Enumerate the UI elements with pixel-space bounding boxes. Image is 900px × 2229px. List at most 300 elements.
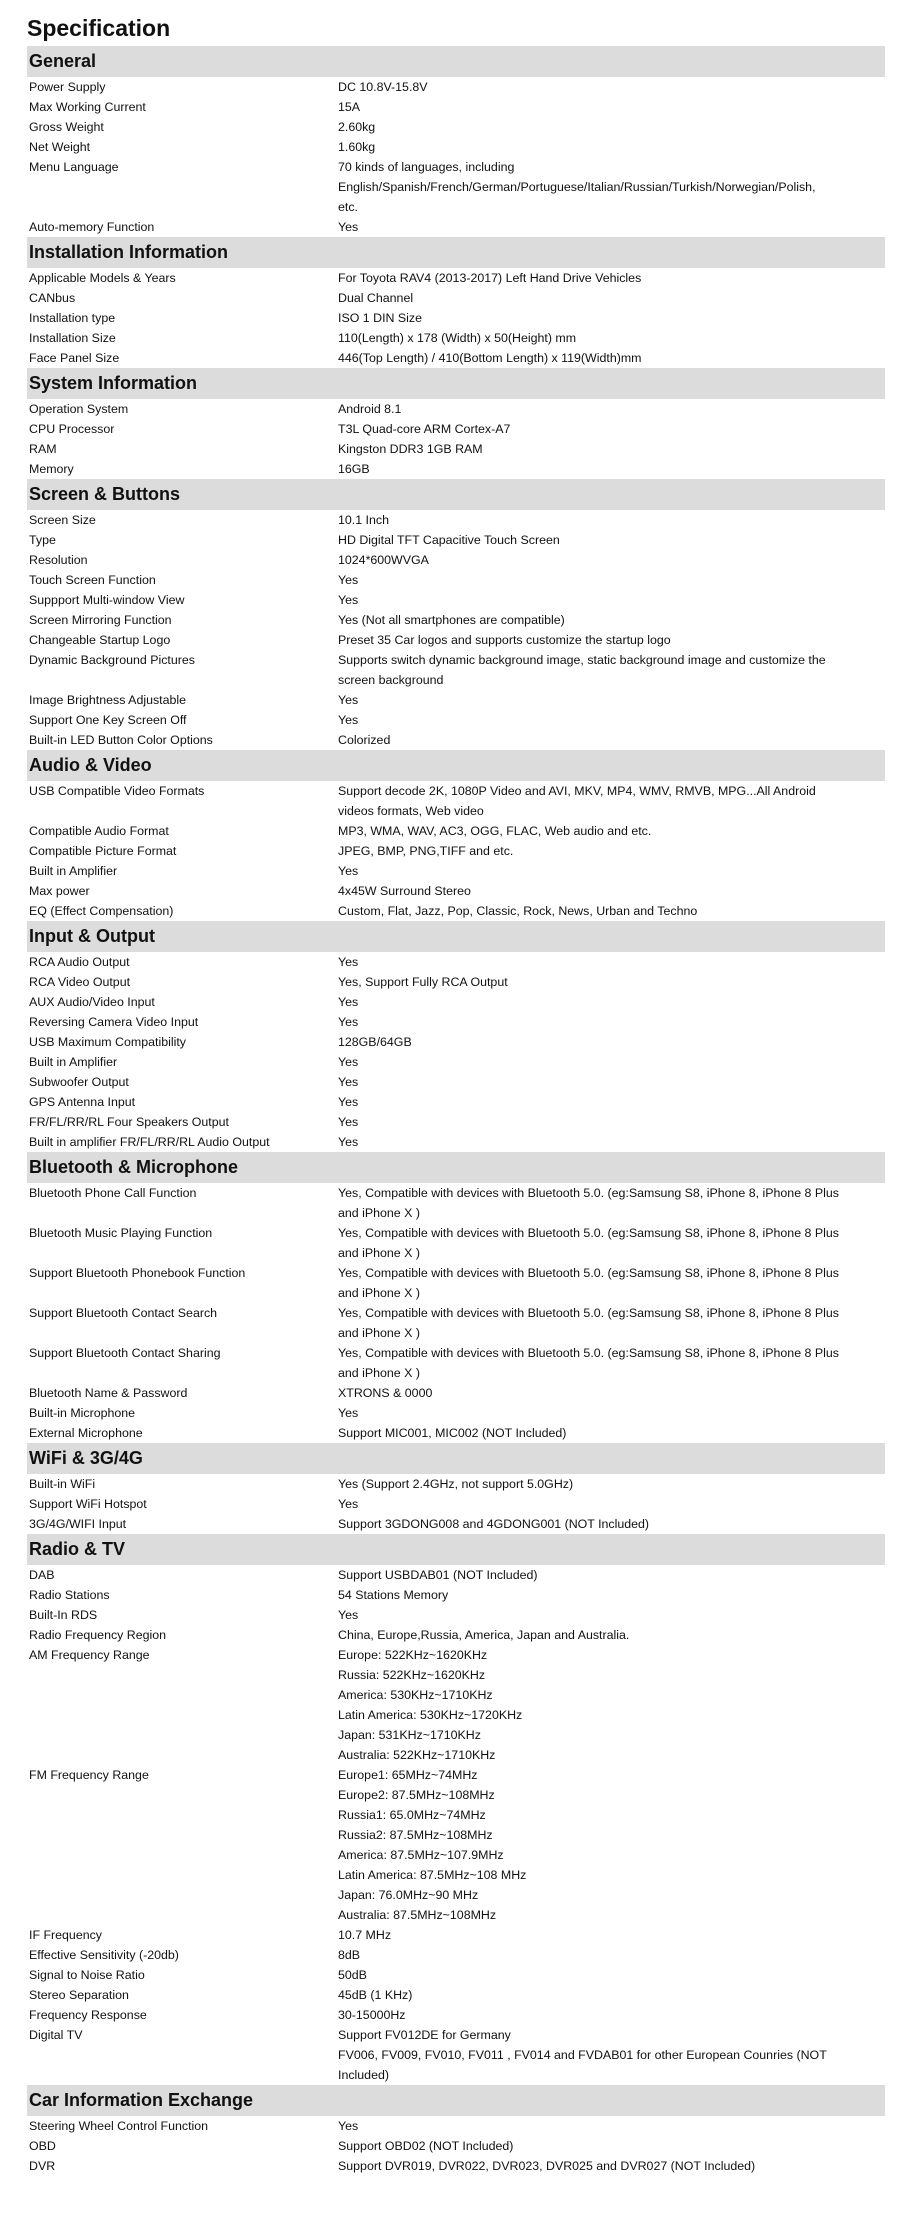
spec-row	[27, 2116, 885, 2136]
spec-row	[27, 1494, 885, 1514]
spec-label: Built in Amplifier	[29, 864, 118, 878]
spec-section	[27, 1152, 885, 1443]
spec-row	[27, 690, 885, 710]
spec-label: 3G/4G/WIFI Input	[29, 1517, 127, 1531]
spec-row	[27, 2025, 885, 2085]
spec-row	[27, 157, 885, 217]
spec-value	[338, 308, 885, 328]
spec-value	[338, 1092, 885, 1112]
spec-label: Power Supply	[29, 80, 106, 94]
spec-value	[338, 550, 885, 570]
spec-value-line: 15A	[338, 100, 361, 114]
spec-value	[338, 97, 885, 117]
spec-label: RCA Audio Output	[29, 955, 130, 969]
spec-value-line: Yes, Compatible with devices with Bluetooth 5.0. (eg:Samsung S8, iPhone 8, iPhone 8 Plus	[338, 1186, 839, 1200]
spec-value	[338, 399, 885, 419]
spec-label: CPU Processor	[29, 422, 115, 436]
spec-row	[27, 1565, 885, 1585]
spec-value-line: Yes, Compatible with devices with Bluetooth 5.0. (eg:Samsung S8, iPhone 8, iPhone 8 Plus	[338, 1306, 839, 1320]
spec-label: Touch Screen Function	[29, 573, 156, 587]
spec-label: Bluetooth Name & Password	[29, 1386, 188, 1400]
spec-value-line: JPEG, BMP, PNG,TIFF and etc.	[338, 844, 514, 858]
spec-value	[338, 157, 885, 217]
spec-row	[27, 117, 885, 137]
spec-label: Digital TV	[29, 2028, 83, 2042]
spec-value-line: America: 87.5MHz~107.9MHz	[338, 1848, 504, 1862]
spec-row	[27, 1965, 885, 1985]
spec-value-line: Yes, Support Fully RCA Output	[338, 975, 508, 989]
spec-value-line: HD Digital TFT Capacitive Touch Screen	[338, 533, 560, 547]
spec-value	[338, 1032, 885, 1052]
spec-value-line: Yes	[338, 1135, 359, 1149]
spec-value-line: Yes	[338, 1055, 359, 1069]
spec-value-line: 446(Top Length) / 410(Bottom Length) x 119(Width)mm	[338, 351, 642, 365]
spec-row	[27, 861, 885, 881]
spec-label: Built-In RDS	[29, 1608, 98, 1622]
spec-row	[27, 348, 885, 368]
spec-value-line: For Toyota RAV4 (2013-2017) Left Hand Drive Vehicles	[338, 271, 642, 285]
spec-value	[338, 992, 885, 1012]
spec-value	[338, 1052, 885, 1072]
spec-value-line: 10.1 Inch	[338, 513, 389, 527]
spec-value-line: Yes (Not all smartphones are compatible)	[338, 613, 565, 627]
spec-row	[27, 952, 885, 972]
spec-value-line: Yes	[338, 864, 359, 878]
spec-value	[338, 1514, 885, 1534]
spec-section	[27, 368, 885, 479]
spec-label: GPS Antenna Input	[29, 1095, 136, 1109]
spec-row	[27, 1072, 885, 1092]
spec-value-line: 45dB (1 KHz)	[338, 1988, 413, 2002]
spec-value	[338, 1423, 885, 1443]
spec-row	[27, 1605, 885, 1625]
spec-value-line: 1.60kg	[338, 140, 376, 154]
spec-label: Screen Size	[29, 513, 96, 527]
spec-label: Steering Wheel Control Function	[29, 2119, 209, 2133]
spec-label: Built in amplifier FR/FL/RR/RL Audio Output	[29, 1135, 270, 1149]
spec-value	[338, 510, 885, 530]
spec-value-line: Yes	[338, 2119, 359, 2133]
spec-section	[27, 2085, 885, 2176]
spec-row	[27, 1383, 885, 1403]
spec-value-line: Android 8.1	[338, 402, 402, 416]
spec-row	[27, 2136, 885, 2156]
spec-value-line: Yes	[338, 573, 359, 587]
spec-label: Type	[29, 533, 56, 547]
spec-row	[27, 1514, 885, 1534]
spec-label: Resolution	[29, 553, 88, 567]
spec-value-line: etc.	[338, 200, 358, 214]
spec-value-line: and iPhone X )	[338, 1206, 420, 1220]
spec-row	[27, 1925, 885, 1945]
spec-label: Radio Stations	[29, 1588, 110, 1602]
spec-value-line: 50dB	[338, 1968, 367, 1982]
spec-value	[338, 1605, 885, 1625]
page-title: Specification	[27, 15, 171, 41]
spec-row	[27, 2156, 885, 2176]
spec-value-line: Yes	[338, 995, 359, 1009]
spec-label: Support Bluetooth Contact Sharing	[29, 1346, 221, 1360]
section-header: Audio & Video	[27, 750, 885, 781]
spec-value	[338, 821, 885, 841]
spec-row	[27, 1092, 885, 1112]
spec-value	[338, 861, 885, 881]
spec-label: RAM	[29, 442, 57, 456]
spec-value	[338, 2156, 885, 2176]
spec-label: AM Frequency Range	[29, 1648, 150, 1662]
spec-value	[338, 419, 885, 439]
spec-value	[338, 881, 885, 901]
spec-value	[338, 1645, 885, 1765]
spec-value-line: DC 10.8V-15.8V	[338, 80, 428, 94]
spec-value	[338, 841, 885, 861]
spec-value-line: Dual Channel	[338, 291, 414, 305]
spec-row	[27, 1112, 885, 1132]
spec-value-line: Support decode 2K, 1080P Video and AVI, MKV, MP4, WMV, RMVB, MPG...All Android	[338, 784, 816, 798]
spec-section	[27, 1534, 885, 2085]
spec-row	[27, 821, 885, 841]
spec-row	[27, 550, 885, 570]
spec-label: USB Compatible Video Formats	[29, 784, 205, 798]
spec-row	[27, 1032, 885, 1052]
spec-value	[338, 781, 885, 821]
spec-row	[27, 590, 885, 610]
spec-label: Effective Sensitivity (-20db)	[29, 1948, 179, 1962]
spec-value-line: Included)	[338, 2068, 389, 2082]
spec-value-line: Yes	[338, 1497, 359, 1511]
spec-value	[338, 1072, 885, 1092]
spec-value	[338, 1625, 885, 1645]
spec-label: Built in Amplifier	[29, 1055, 118, 1069]
spec-value-line: Yes	[338, 1608, 359, 1622]
spec-value	[338, 530, 885, 550]
spec-value-line: English/Spanish/French/German/Portuguese/Italian/Russian/Turkish/Norwegian/Polish,	[338, 180, 816, 194]
spec-value	[338, 1183, 885, 1223]
spec-value-line: Preset 35 Car logos and supports customize the startup logo	[338, 633, 671, 647]
spec-label: Support Bluetooth Phonebook Function	[29, 1266, 246, 1280]
spec-row	[27, 510, 885, 530]
spec-value	[338, 459, 885, 479]
spec-label: RCA Video Output	[29, 975, 131, 989]
spec-row	[27, 630, 885, 650]
spec-value-line: Yes, Compatible with devices with Bluetooth 5.0. (eg:Samsung S8, iPhone 8, iPhone 8 Plus	[338, 1346, 839, 1360]
spec-row	[27, 2005, 885, 2025]
spec-row	[27, 881, 885, 901]
spec-value-line: 8dB	[338, 1948, 361, 1962]
spec-value-line: America: 530KHz~1710KHz	[338, 1688, 493, 1702]
section-header: Input & Output	[27, 921, 885, 952]
spec-value-line: 2.60kg	[338, 120, 376, 134]
spec-label: Auto-memory Function	[29, 220, 155, 234]
spec-value	[338, 2136, 885, 2156]
spec-value-line: Australia: 522KHz~1710KHz	[338, 1748, 496, 1762]
spec-label: Max Working Current	[29, 100, 146, 114]
spec-row	[27, 97, 885, 117]
spec-row	[27, 570, 885, 590]
spec-value	[338, 901, 885, 921]
spec-row	[27, 1403, 885, 1423]
spec-row	[27, 137, 885, 157]
spec-row	[27, 1945, 885, 1965]
spec-value	[338, 348, 885, 368]
spec-row	[27, 1132, 885, 1152]
section-header: Car Information Exchange	[27, 2085, 885, 2116]
section-header: Installation Information	[27, 237, 885, 268]
spec-label: DVR	[29, 2159, 56, 2173]
spec-value	[338, 137, 885, 157]
section-header: Screen & Buttons	[27, 479, 885, 510]
section-header: WiFi & 3G/4G	[27, 1443, 885, 1474]
spec-row	[27, 328, 885, 348]
spec-label: FM Frequency Range	[29, 1768, 149, 1782]
spec-value	[338, 268, 885, 288]
spec-value-line: Support OBD02 (NOT Included)	[338, 2139, 514, 2153]
spec-value-line: Europe2: 87.5MHz~108MHz	[338, 1788, 495, 1802]
spec-label: Signal to Noise Ratio	[29, 1968, 145, 1982]
spec-value-line: Yes	[338, 593, 359, 607]
spec-row	[27, 530, 885, 550]
spec-row	[27, 1645, 885, 1765]
spec-value-line: and iPhone X )	[338, 1326, 420, 1340]
spec-value	[338, 730, 885, 750]
spec-label: USB Maximum Compatibility	[29, 1035, 186, 1049]
spec-label: DAB	[29, 1568, 55, 1582]
spec-label: Applicable Models & Years	[29, 271, 176, 285]
spec-row	[27, 972, 885, 992]
spec-value-line: screen background	[338, 673, 444, 687]
section-header: Bluetooth & Microphone	[27, 1152, 885, 1183]
spec-value	[338, 1965, 885, 1985]
spec-value	[338, 590, 885, 610]
spec-row	[27, 650, 885, 690]
spec-label: Memory	[29, 462, 74, 476]
spec-value-line: Kingston DDR3 1GB RAM	[338, 442, 483, 456]
spec-value	[338, 1263, 885, 1303]
spec-value-line: 10.7 MHz	[338, 1928, 392, 1942]
section-header: System Information	[27, 368, 885, 399]
spec-value-line: Yes, Compatible with devices with Bluetooth 5.0. (eg:Samsung S8, iPhone 8, iPhone 8 Plus	[338, 1266, 839, 1280]
spec-value-line: Support MIC001, MIC002 (NOT Included)	[338, 1426, 567, 1440]
spec-value	[338, 439, 885, 459]
spec-value	[338, 1765, 885, 1925]
spec-value	[338, 1343, 885, 1383]
spec-value-line: Japan: 76.0MHz~90 MHz	[338, 1888, 479, 1902]
spec-row	[27, 1985, 885, 2005]
spec-value-line: 4x45W Surround Stereo	[338, 884, 471, 898]
spec-value	[338, 690, 885, 710]
spec-value	[338, 1403, 885, 1423]
spec-value	[338, 1985, 885, 2005]
spec-row	[27, 1765, 885, 1925]
spec-value-line: Colorized	[338, 733, 391, 747]
spec-row	[27, 610, 885, 630]
spec-label: Dynamic Background Pictures	[29, 653, 195, 667]
spec-row	[27, 419, 885, 439]
spec-value	[338, 117, 885, 137]
spec-value-line: Latin America: 530KHz~1720KHz	[338, 1708, 523, 1722]
spec-value	[338, 1012, 885, 1032]
spec-value	[338, 1112, 885, 1132]
spec-row	[27, 1625, 885, 1645]
spec-value	[338, 1303, 885, 1343]
spec-row	[27, 710, 885, 730]
spec-section	[27, 750, 885, 921]
spec-page	[27, 10, 885, 2176]
spec-label: IF Frequency	[29, 1928, 102, 1942]
spec-value-line: Russia1: 65.0MHz~74MHz	[338, 1808, 486, 1822]
spec-label: FR/FL/RR/RL Four Speakers Output	[29, 1115, 229, 1129]
spec-value-line: Support USBDAB01 (NOT Included)	[338, 1568, 538, 1582]
spec-label: Support One Key Screen Off	[29, 713, 187, 727]
spec-value-line: Yes	[338, 1406, 359, 1420]
spec-value	[338, 1223, 885, 1263]
spec-value	[338, 952, 885, 972]
spec-value-line: Yes	[338, 1075, 359, 1089]
spec-label: Reversing Camera Video Input	[29, 1015, 199, 1029]
spec-value-line: and iPhone X )	[338, 1286, 420, 1300]
spec-value-line: Supports switch dynamic background image, static background image and customize the	[338, 653, 826, 667]
spec-value-line: and iPhone X )	[338, 1366, 420, 1380]
spec-value-line: Latin America: 87.5MHz~108 MHz	[338, 1868, 527, 1882]
spec-row	[27, 1303, 885, 1343]
spec-row	[27, 217, 885, 237]
spec-value-line: FV006, FV009, FV010, FV011 , FV014 and FVDAB01 for other European Counries (NOT	[338, 2048, 827, 2062]
spec-value	[338, 328, 885, 348]
spec-label: Built-in Microphone	[29, 1406, 136, 1420]
spec-value-line: MP3, WMA, WAV, AC3, OGG, FLAC, Web audio and etc.	[338, 824, 652, 838]
spec-value-line: Yes, Compatible with devices with Bluetooth 5.0. (eg:Samsung S8, iPhone 8, iPhone 8 Plus	[338, 1226, 839, 1240]
spec-value-line: Yes	[338, 1115, 359, 1129]
spec-label: Net Weight	[29, 140, 91, 154]
spec-value	[338, 710, 885, 730]
spec-row	[27, 1263, 885, 1303]
spec-row	[27, 459, 885, 479]
spec-value	[338, 610, 885, 630]
spec-label: Built-in WiFi	[29, 1477, 96, 1491]
spec-row	[27, 288, 885, 308]
spec-row	[27, 1223, 885, 1263]
spec-row	[27, 730, 885, 750]
spec-value-line: 54 Stations Memory	[338, 1588, 449, 1602]
spec-row	[27, 781, 885, 821]
spec-label: AUX Audio/Video Input	[29, 995, 155, 1009]
spec-value-line: Yes	[338, 1095, 359, 1109]
spec-value-line: Yes	[338, 220, 359, 234]
section-header: General	[27, 46, 885, 77]
spec-label: Built-in LED Button Color Options	[29, 733, 213, 747]
spec-label: Bluetooth Phone Call Function	[29, 1186, 197, 1200]
spec-value-line: 128GB/64GB	[338, 1035, 412, 1049]
spec-label: Bluetooth Music Playing Function	[29, 1226, 213, 1240]
spec-value-line: Support 3GDONG008 and 4GDONG001 (NOT Included)	[338, 1517, 650, 1531]
spec-value-line: Russia: 522KHz~1620KHz	[338, 1668, 486, 1682]
spec-value-line: Yes	[338, 693, 359, 707]
spec-label: Installation Size	[29, 331, 116, 345]
spec-label: Frequency Response	[29, 2008, 147, 2022]
spec-label: External Microphone	[29, 1426, 143, 1440]
spec-row	[27, 439, 885, 459]
spec-label: OBD	[29, 2139, 56, 2153]
spec-value	[338, 2116, 885, 2136]
spec-value	[338, 2005, 885, 2025]
spec-label: Changeable Startup Logo	[29, 633, 171, 647]
spec-row	[27, 841, 885, 861]
spec-value	[338, 217, 885, 237]
spec-value	[338, 1474, 885, 1494]
spec-value-line: Support DVR019, DVR022, DVR023, DVR025 and DVR027 (NOT Included)	[338, 2159, 756, 2173]
spec-label: Max power	[29, 884, 90, 898]
spec-label: Subwoofer Output	[29, 1075, 129, 1089]
spec-row	[27, 1474, 885, 1494]
spec-value-line: China, Europe,Russia, America, Japan and Australia.	[338, 1628, 630, 1642]
spec-value-line: Russia2: 87.5MHz~108MHz	[338, 1828, 493, 1842]
spec-section	[27, 479, 885, 750]
spec-value-line: Yes	[338, 713, 359, 727]
spec-label: Operation System	[29, 402, 129, 416]
spec-value	[338, 972, 885, 992]
spec-row	[27, 901, 885, 921]
spec-value	[338, 77, 885, 97]
spec-sections	[27, 46, 885, 2176]
spec-value	[338, 630, 885, 650]
spec-value-line: Australia: 87.5MHz~108MHz	[338, 1908, 497, 1922]
spec-value	[338, 1585, 885, 1605]
spec-value-line: XTRONS & 0000	[338, 1386, 433, 1400]
spec-value-line: Yes	[338, 1015, 359, 1029]
spec-label: Gross Weight	[29, 120, 104, 134]
spec-value	[338, 1925, 885, 1945]
spec-value-line: Yes (Support 2.4GHz, not support 5.0GHz)	[338, 1477, 574, 1491]
spec-row	[27, 992, 885, 1012]
spec-label: Stereo Separation	[29, 1988, 129, 2002]
spec-value	[338, 1494, 885, 1514]
spec-label: Screen Mirroring Function	[29, 613, 172, 627]
spec-row	[27, 399, 885, 419]
spec-value	[338, 1945, 885, 1965]
spec-value	[338, 1565, 885, 1585]
spec-row	[27, 1423, 885, 1443]
spec-row	[27, 1343, 885, 1383]
spec-label: CANbus	[29, 291, 76, 305]
spec-label: Compatible Audio Format	[29, 824, 169, 838]
spec-section	[27, 237, 885, 368]
spec-row	[27, 268, 885, 288]
spec-value	[338, 570, 885, 590]
spec-value-line: 16GB	[338, 462, 370, 476]
spec-value-line: Europe1: 65MHz~74MHz	[338, 1768, 478, 1782]
spec-row	[27, 308, 885, 328]
spec-label: Support Bluetooth Contact Search	[29, 1306, 218, 1320]
spec-value-line: Custom, Flat, Jazz, Pop, Classic, Rock, News, Urban and Techno	[338, 904, 698, 918]
spec-value-line: ISO 1 DIN Size	[338, 311, 423, 325]
spec-value-line: Support FV012DE for Germany	[338, 2028, 511, 2042]
spec-value-line: Yes	[338, 955, 359, 969]
spec-label: Compatible Picture Format	[29, 844, 177, 858]
spec-label: Support WiFi Hotspot	[29, 1497, 147, 1511]
spec-row	[27, 77, 885, 97]
spec-value	[338, 1132, 885, 1152]
spec-section	[27, 46, 885, 237]
spec-value-line: 70 kinds of languages, including	[338, 160, 515, 174]
spec-label: Menu Language	[29, 160, 119, 174]
spec-value	[338, 1383, 885, 1403]
spec-value	[338, 650, 885, 690]
spec-label: Installation type	[29, 311, 116, 325]
spec-label: Suppport Multi-window View	[29, 593, 185, 607]
section-header: Radio & TV	[27, 1534, 885, 1565]
spec-value-line: Japan: 531KHz~1710KHz	[338, 1728, 481, 1742]
spec-value-line: 1024*600WVGA	[338, 553, 429, 567]
